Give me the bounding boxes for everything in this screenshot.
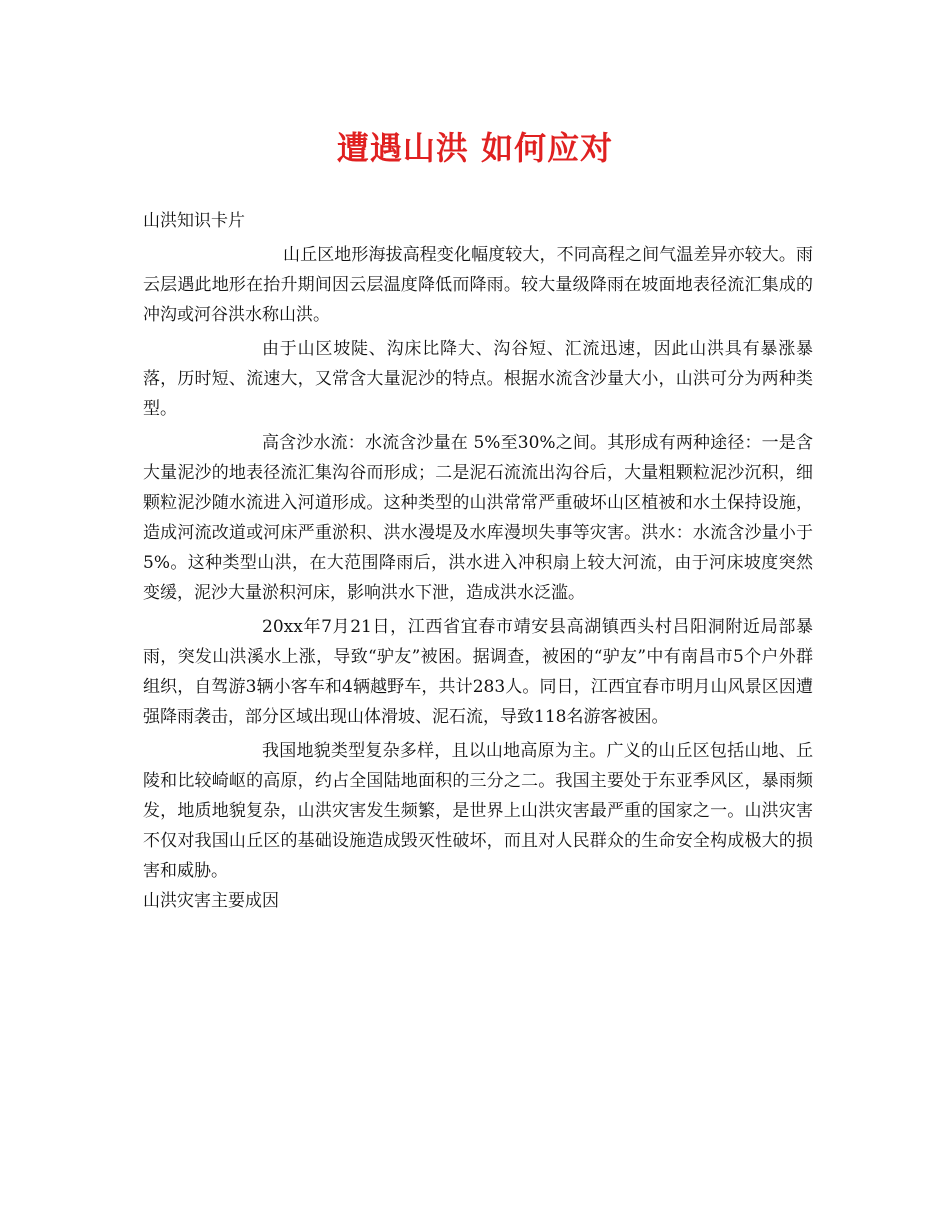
paragraph: 高含沙水流：水流含沙量在 5%至30%之间。其形成有两种途径：一是含大量泥沙的地表径流汇集沟谷而形成；二是泥石流流出沟谷后，大量粗颗粒泥沙沉积，细颗粒泥沙随水流进入河道形成。这种类型的山洪常常严重破坏山区植被和水土保持设施，造成河流改道或河床严重淤积、洪水漫堤及水库漫坝失事等灾害。洪水：水流含沙量小于 5%。这种类型山洪，在大范围降雨后，洪水进入冲积扇上较大河流，由于河床坡度突然变缓，泥沙大量淤积河床，影响洪水下泄，造成洪水泛滥。 bbox=[143, 433, 813, 603]
page-title: 遭遇山洪 如何应对 bbox=[336, 129, 614, 167]
document-body bbox=[143, 206, 813, 916]
paragraph: 由于山区坡陡、沟床比降大、沟谷短、汇流迅速，因此山洪具有暴涨暴落，历时短、流速大，又常含大量泥沙的特点。根据水流含沙量大小，山洪可分为两种类型。 bbox=[143, 339, 813, 419]
paragraph: 山丘区地形海拔高程变化幅度较大，不同高程之间气温差异亦较大。雨云层遇此地形在抬升期间因云层温度降低而降雨。较大量级降雨在坡面地表径流汇集成的冲沟或河谷洪水称山洪。 bbox=[143, 245, 813, 325]
paragraph: 20xx年7月21日，江西省宜春市靖安县高湖镇西头村吕阳洞附近局部暴雨，突发山洪溪水上涨，导致“驴友”被困。据调查，被困的“驴友”中有南昌市5个户外群组织，自驾游3辆小客车和4辆越野车，共计283人。同日，江西宜春市明月山风景区因遭强降雨袭击，部分区域出现山体滑坡、泥石流，导致118名游客被困。 bbox=[143, 617, 813, 727]
section-heading-knowledge-card: 山洪知识卡片 bbox=[143, 211, 245, 231]
section-heading-main-causes: 山洪灾害主要成因 bbox=[143, 891, 279, 911]
paragraph: 我国地貌类型复杂多样，且以山地高原为主。广义的山丘区包括山地、丘陵和比较崎岖的高原，约占全国陆地面积的三分之二。我国主要处于东亚季风区，暴雨频发，地质地貌复杂，山洪灾害发生频繁，是世界上山洪灾害最严重的国家之一。山洪灾害不仅对我国山丘区的基础设施造成毁灭性破坏，而且对人民群众的生命安全构成极大的损害和威胁。 bbox=[143, 741, 813, 881]
